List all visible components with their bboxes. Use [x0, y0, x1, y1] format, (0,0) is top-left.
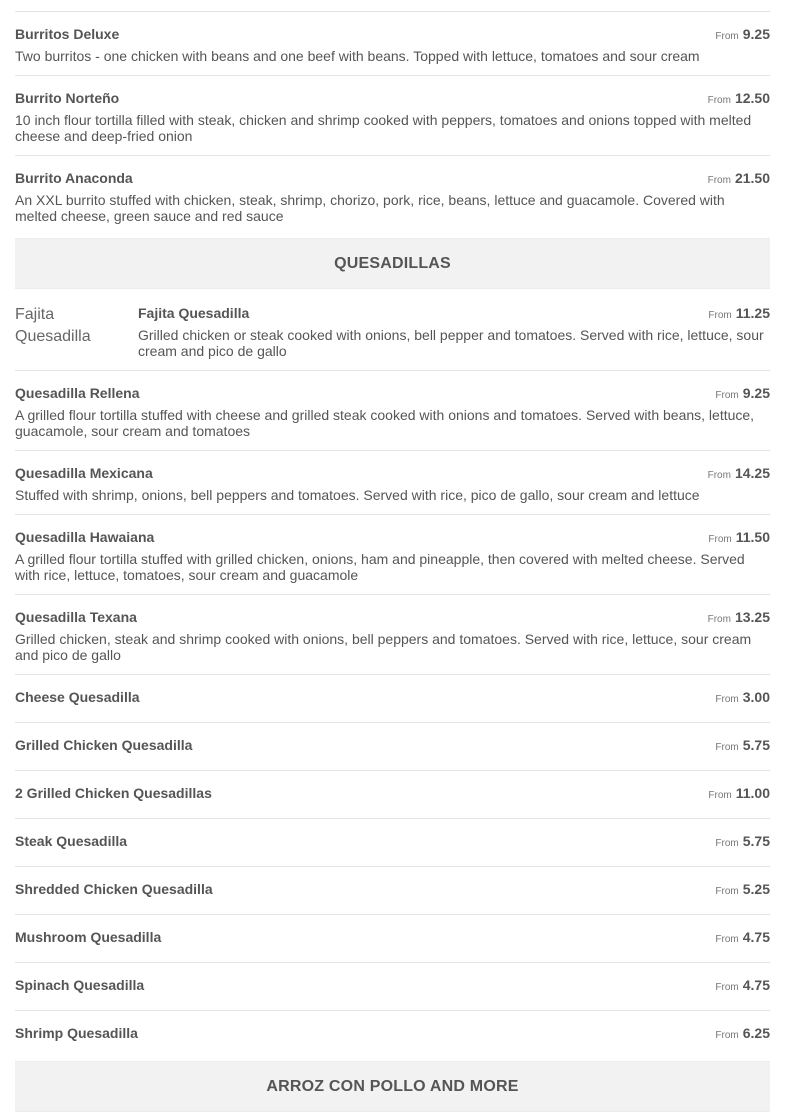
- item-name: Steak Quesadilla: [15, 833, 128, 849]
- menu-item[interactable]: [15, 784, 770, 819]
- section-header-quesadillas: QUESADILLAS: [15, 238, 770, 289]
- item-image: Fajita Quesadilla: [15, 306, 91, 345]
- menu-item[interactable]: [15, 736, 770, 771]
- item-description: Grilled chicken or steak cooked with onions, bell pepper and tomatoes. Served with rice, lettuce, sour cream and pico de gallo: [138, 327, 764, 359]
- item-name: Quesadilla Mexicana: [15, 465, 153, 481]
- menu-item[interactable]: [15, 928, 770, 963]
- item-price: [715, 384, 770, 405]
- price-value: 11.25: [735, 305, 770, 321]
- item-description: Two burritos - one chicken with beans and one beef with beans. Topped with lettuce, tomatoes and sour cream: [15, 48, 700, 64]
- price-value: 9.25: [742, 385, 770, 401]
- divider: [15, 11, 770, 12]
- item-price: [715, 688, 770, 709]
- item-name: Quesadilla Rellena: [15, 385, 140, 401]
- from-label: From: [715, 694, 739, 705]
- item-description: A grilled flour tortilla stuffed with grilled chicken, onions, ham and pineapple, then covered with melted cheese. Served with rice, lettuce, tomatoes, sour cream and guacamole: [15, 551, 745, 583]
- price-value: 6.25: [742, 1025, 770, 1041]
- item-price: [715, 832, 770, 853]
- item-price: [715, 25, 770, 46]
- from-label: From: [707, 95, 731, 106]
- item-name: Spinach Quesadilla: [15, 977, 145, 993]
- price-value: 14.25: [734, 465, 770, 481]
- item-name: Quesadilla Texana: [15, 609, 137, 625]
- item-description: Stuffed with shrimp, onions, bell peppers and tomatoes. Served with rice, pico de gallo, sour cream and lettuce: [15, 487, 700, 503]
- price-value: 5.75: [742, 833, 770, 849]
- item-name: Fajita Quesadilla: [138, 305, 250, 321]
- item-name: 2 Grilled Chicken Quesadillas: [15, 785, 212, 801]
- item-price: [715, 736, 770, 757]
- from-label: From: [708, 790, 732, 801]
- price-value: 4.75: [742, 929, 770, 945]
- from-label: From: [707, 614, 731, 625]
- section-header-arroz: ARROZ CON POLLO AND MORE: [15, 1061, 770, 1112]
- item-price: [708, 464, 770, 485]
- price-value: 5.25: [742, 881, 770, 897]
- item-price: [715, 928, 770, 949]
- item-description: A grilled flour tortilla stuffed with cheese and grilled steak cooked with onions and tomatoes. Served with beans, lettuce, guacamole, sour cream and tomatoes: [15, 407, 755, 439]
- price-value: 12.50: [734, 90, 770, 106]
- from-label: From: [707, 175, 731, 186]
- item-name: Quesadilla Hawaiana: [15, 529, 155, 545]
- menu-item[interactable]: [15, 1024, 770, 1058]
- item-name: Grilled Chicken Quesadilla: [15, 737, 193, 753]
- menu-item[interactable]: [15, 976, 770, 1011]
- item-description: An XXL burrito stuffed with chicken, steak, shrimp, chorizo, pork, rice, beans, lettuce and guacamole. Covered with melted cheese, green sauce and red sauce: [15, 192, 725, 224]
- item-name: Mushroom Quesadilla: [15, 929, 162, 945]
- price-value: 21.50: [734, 170, 770, 186]
- item-description: Grilled chicken, steak and shrimp cooked with onions, bell peppers and tomatoes. Served with rice, lettuce, sour cream and pico de gallo: [15, 631, 752, 663]
- item-name: Cheese Quesadilla: [15, 689, 140, 705]
- item-name: Shredded Chicken Quesadilla: [15, 881, 213, 897]
- item-price: [708, 169, 770, 190]
- item-price: [715, 976, 770, 997]
- item-name: Burrito Anaconda: [15, 170, 133, 186]
- price-value: 4.75: [742, 977, 770, 993]
- menu-item[interactable]: [15, 89, 770, 156]
- from-label: From: [715, 31, 739, 42]
- price-value: 13.25: [734, 609, 770, 625]
- price-value: 3.00: [742, 689, 770, 705]
- menu-item[interactable]: [15, 688, 770, 723]
- menu-item[interactable]: [15, 304, 770, 371]
- item-price: [715, 880, 770, 901]
- menu-item[interactable]: [15, 608, 770, 675]
- from-label: From: [715, 982, 739, 993]
- from-label: From: [715, 742, 739, 753]
- from-label: From: [715, 390, 739, 401]
- menu-item[interactable]: [15, 832, 770, 867]
- item-name: Burrito Norteño: [15, 90, 120, 106]
- from-label: From: [708, 534, 732, 545]
- from-label: From: [708, 310, 732, 321]
- item-price: [708, 89, 770, 110]
- item-price: [708, 608, 770, 629]
- item-price: [715, 1024, 770, 1045]
- from-label: From: [715, 886, 739, 897]
- from-label: From: [707, 470, 731, 481]
- item-price: [708, 528, 770, 549]
- menu-item[interactable]: [15, 464, 770, 515]
- from-label: From: [715, 934, 739, 945]
- price-value: 11.50: [735, 529, 770, 545]
- from-label: From: [715, 838, 739, 849]
- price-value: 5.75: [742, 737, 770, 753]
- item-price: [708, 784, 770, 805]
- from-label: From: [715, 1030, 739, 1041]
- item-description: 10 inch flour tortilla filled with steak, chicken and shrimp cooked with peppers, tomatoes and onions topped with melted cheese and deep-fried onion: [15, 112, 752, 144]
- menu-item[interactable]: [15, 25, 770, 76]
- item-name: Shrimp Quesadilla: [15, 1025, 138, 1041]
- menu-item[interactable]: [15, 169, 770, 235]
- price-value: 11.00: [735, 785, 770, 801]
- item-name: Burritos Deluxe: [15, 26, 120, 42]
- menu-item[interactable]: [15, 384, 770, 451]
- menu-item[interactable]: [15, 880, 770, 915]
- menu-item[interactable]: [15, 528, 770, 595]
- item-price: [708, 304, 770, 325]
- price-value: 9.25: [742, 26, 770, 42]
